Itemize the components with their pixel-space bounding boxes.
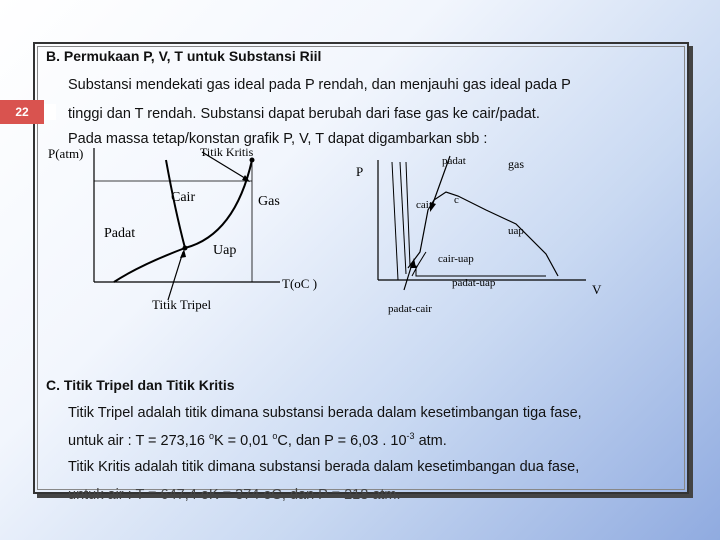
degree-superscript-2: o [272,431,278,441]
pv-x-axis-label: V [592,282,602,297]
section-b-line-1: Substansi mendekati gas ideal pada P rendah, dan menjauhi gas ideal pada P [68,77,571,93]
slide-number: 22 [15,105,29,119]
pv-label-critical: c [454,194,459,206]
slide-number-badge [0,100,44,124]
section-b-line-3: Pada massa tetap/konstan grafik P, V, T dapat digambarkan sbb : [68,131,488,147]
degree-superscript-1: o [208,431,214,441]
pv-label-liquid: cair [416,199,433,211]
triple-point-text-b: K = 0,01 [213,432,273,449]
pv-isotherm-1 [392,162,398,280]
pv-label-solid-liquid: padat-cair [388,303,432,315]
section-c-line-2 [68,431,447,449]
pt-label-liquid: Cair [171,190,196,205]
triple-point-text-a: untuk air : T = 273,16 [68,432,209,449]
pv-phase-diagram [346,148,616,328]
pv-label-gas: gas [508,157,524,171]
pt-label-solid: Padat [104,226,136,241]
section-c-line-1: Titik Tripel adalah titik dimana substansi berada dalam kesetimbangan tiga fase, [68,405,582,421]
section-b-heading: B. Permukaan P, V, T untuk Substansi Riil [46,48,322,64]
pt-triple-pointer [168,252,183,300]
pv-isotherm-3 [406,162,546,276]
pv-label-liquid-vapor: cair-uap [438,253,474,265]
slide-number-tab [44,104,56,120]
exponent-superscript: -3 [406,431,415,441]
frame-shadow-right [689,46,693,496]
pt-triple-point [183,246,188,251]
section-c-line-4: untuk air : T = 647,4 oK = 374 oC, dan P = 218 atm. [68,487,401,503]
pv-label-solid-vapor: padat-uap [452,277,496,289]
pt-x-axis-label: T(oC ) [282,276,318,291]
pt-sublimation-curve [114,248,185,282]
pv-label-vapor: uap [508,225,524,237]
triple-point-text-d: atm. [414,432,447,449]
section-c-line-3: Titik Kritis adalah titik dimana substansi berada dalam kesetimbangan dua fase, [68,459,580,475]
pv-y-axis-label: P [356,164,364,179]
pt-label-triple: Titik Tripel [152,297,212,312]
pt-label-vapor: Uap [213,243,237,258]
pt-y-axis-label: P(atm) [48,146,84,161]
pv-isotherm-2 [400,162,406,274]
pt-label-gas: Gas [258,194,280,209]
pt-label-critical: Titik Kritis [200,145,254,159]
triple-point-text-c: C, dan P = 6,03 . 10 [277,432,407,449]
pv-label-solid: padat [442,155,466,167]
pt-phase-diagram [40,140,340,320]
section-c-heading: C. Titik Tripel dan Titik Kritis [46,377,235,393]
section-b-line-2: tinggi dan T rendah. Substansi dapat berubah dari fase gas ke cair/padat. [68,106,540,122]
